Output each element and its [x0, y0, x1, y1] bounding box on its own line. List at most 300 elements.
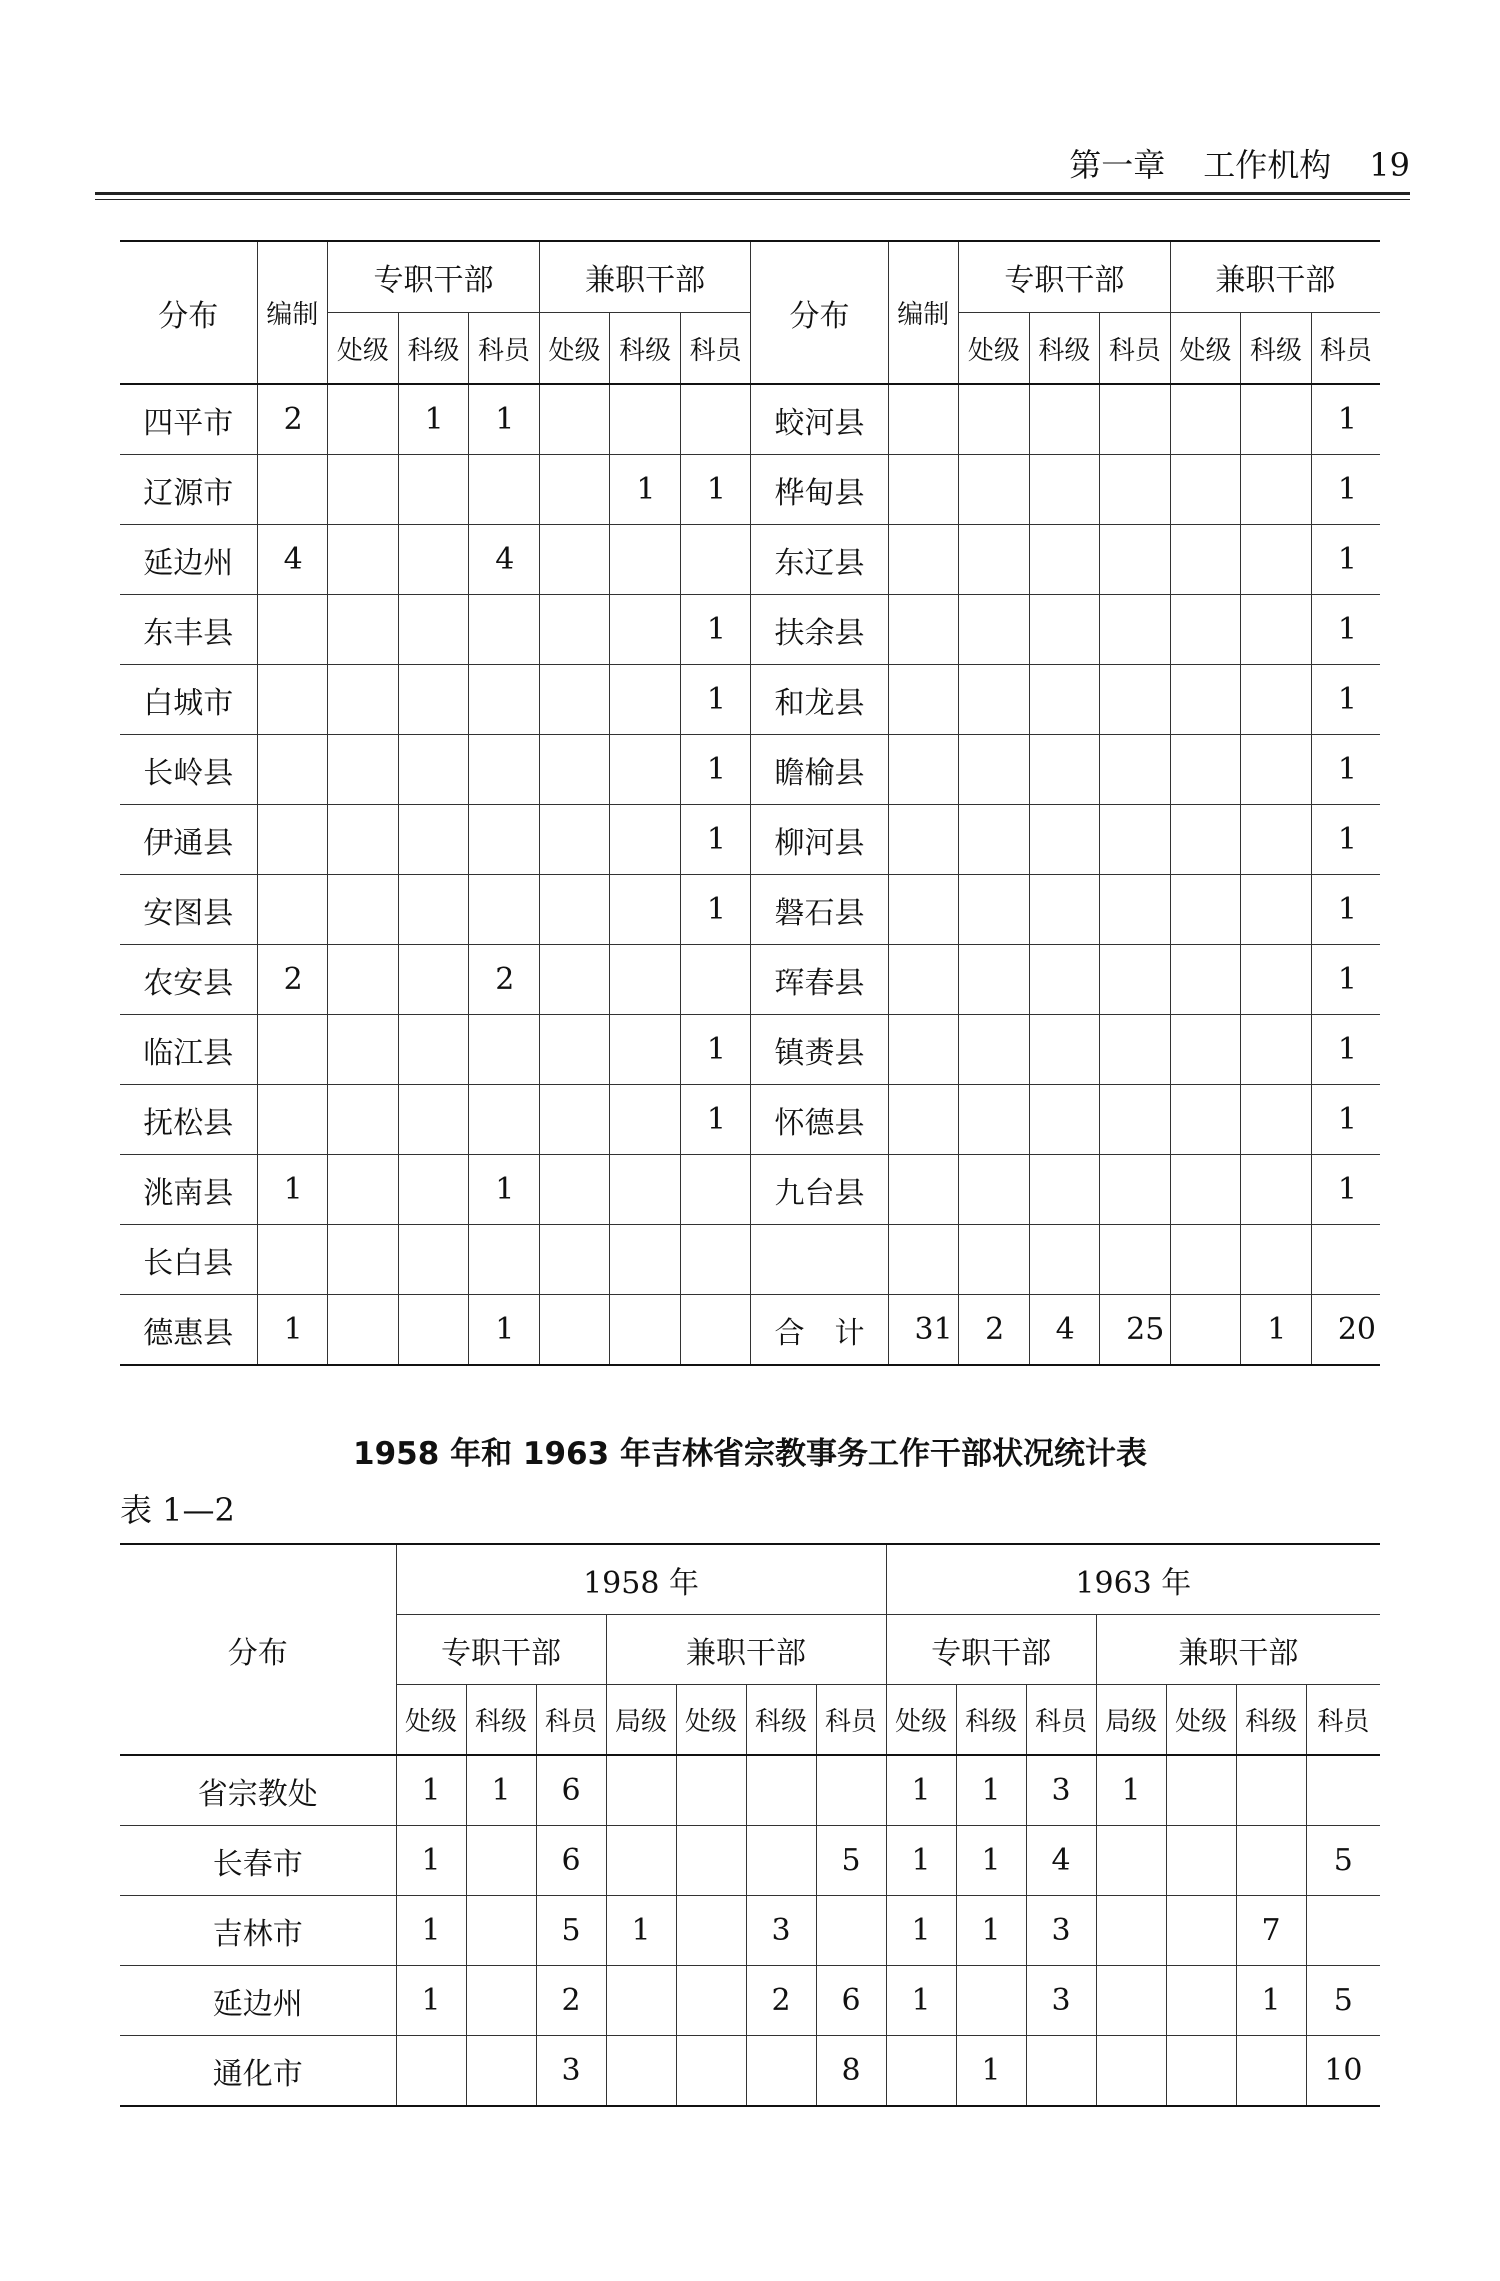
region-name: 辽源市 [120, 455, 257, 525]
cell-jz-keji [610, 1225, 681, 1295]
cell-y63 [1166, 1755, 1236, 1826]
cell-jz-keyuan: 1 [1311, 735, 1380, 805]
cell-zz-chuji [959, 945, 1030, 1015]
col-header-fulltime: 专职干部 [396, 1615, 606, 1685]
cell-jz-chuji [539, 1015, 610, 1085]
cell-y58: 5 [816, 1826, 886, 1896]
cell-zz-keji [398, 875, 469, 945]
table-row [120, 1155, 1380, 1225]
region-name: 东丰县 [120, 595, 257, 665]
cell-zz-chuji [328, 735, 399, 805]
cell-jz-keyuan [680, 525, 751, 595]
cell-jz-keji [610, 1085, 681, 1155]
cell-jz-keji [1241, 945, 1312, 1015]
cell-zz-chuji [328, 595, 399, 665]
col-header-section: 科级 [466, 1685, 536, 1756]
region-name: 扶余县 [751, 595, 888, 665]
col-header-staff: 科员 [1311, 313, 1380, 385]
cell-bianzhi [888, 595, 959, 665]
chapter-label: 第一章 [1069, 146, 1166, 184]
table-row [120, 455, 1380, 525]
cell-y58 [746, 1755, 816, 1826]
cell-y63 [1306, 1755, 1380, 1826]
cell-zz-keji [1029, 1155, 1100, 1225]
cell-y63 [1096, 2036, 1166, 2107]
cell-zz-chuji [959, 735, 1030, 805]
cell-zz-chuji [328, 665, 399, 735]
cell-bianzhi [888, 384, 959, 455]
col-header-division: 处级 [959, 313, 1030, 385]
region-name: 和龙县 [751, 665, 888, 735]
cell-jz-keji [1241, 1085, 1312, 1155]
cell-jz-keyuan: 1 [680, 455, 751, 525]
cell-jz-chuji [539, 735, 610, 805]
cell-zz-keyuan [1100, 525, 1171, 595]
cell-zz-chuji [959, 1155, 1030, 1225]
cell-zz-keji [1029, 384, 1100, 455]
table-row [120, 805, 1380, 875]
cell-jz-keyuan: 1 [680, 1085, 751, 1155]
region-name [751, 1225, 888, 1295]
cell-y63: 1 [956, 2036, 1026, 2107]
cell-bianzhi [888, 455, 959, 525]
cell-y58: 1 [606, 1896, 676, 1966]
cell-zz-keji [398, 945, 469, 1015]
table-row [120, 665, 1380, 735]
region-name: 省宗教处 [120, 1755, 396, 1826]
cell-bianzhi [257, 665, 328, 735]
cell-zz-keyuan [469, 805, 540, 875]
cell-zz-keyuan [1100, 455, 1171, 525]
table-row [120, 1755, 1380, 1826]
cell-y58 [676, 2036, 746, 2107]
cell-zz-keji [1029, 665, 1100, 735]
cell-jz-chuji [1170, 1155, 1241, 1225]
cell-jz-keyuan: 1 [1311, 945, 1380, 1015]
cell-y63 [1096, 1896, 1166, 1966]
cell-zz-keji [1029, 1015, 1100, 1085]
col-header-year-1963: 1963 年 [886, 1544, 1380, 1615]
cell-bianzhi [888, 1155, 959, 1225]
cell-y63 [1306, 1896, 1380, 1966]
region-name: 东辽县 [751, 525, 888, 595]
page-header [95, 140, 1410, 190]
cell-y58: 1 [396, 1896, 466, 1966]
cell-zz-keyuan [1100, 1225, 1171, 1295]
cell-jz-chuji [539, 875, 610, 945]
cell-y63 [1236, 1826, 1306, 1896]
cell-jz-keyuan [680, 945, 751, 1015]
cell-zz-keyuan [469, 1085, 540, 1155]
cell-bianzhi [257, 875, 328, 945]
region-name: 镇赉县 [751, 1015, 888, 1085]
region-name: 白城市 [120, 665, 257, 735]
col-header-staff: 科员 [1026, 1685, 1096, 1756]
table-row [120, 1015, 1380, 1085]
col-header-bureau: 局级 [606, 1685, 676, 1756]
region-name: 安图县 [120, 875, 257, 945]
cell-bianzhi [888, 1015, 959, 1085]
col-header-fulltime: 专职干部 [959, 241, 1171, 313]
cell-y58 [676, 1755, 746, 1826]
col-header-distribution: 分布 [120, 241, 257, 384]
cell-jz-keji [1241, 1155, 1312, 1225]
cell-y63 [1096, 1966, 1166, 2036]
cell-zz-keji [1029, 945, 1100, 1015]
cell-y63: 3 [1026, 1755, 1096, 1826]
cell-y63: 3 [1026, 1896, 1096, 1966]
col-header-parttime: 兼职干部 [1096, 1615, 1380, 1685]
cell-zz-chuji [959, 1085, 1030, 1155]
table-row [120, 384, 1380, 455]
cell-jz-keji [1241, 595, 1312, 665]
cell-y58: 3 [536, 2036, 606, 2107]
cell-y58: 1 [396, 1755, 466, 1826]
cell-y58: 2 [746, 1966, 816, 2036]
cell-jz-keyuan: 1 [680, 735, 751, 805]
cell-zz-keji [398, 805, 469, 875]
col-header-staff: 科员 [816, 1685, 886, 1756]
cell-jz-keji: 1 [610, 455, 681, 525]
region-name: 四平市 [120, 384, 257, 455]
cell-y58 [746, 1826, 816, 1896]
cell-bianzhi [888, 875, 959, 945]
cell-jz-keyuan: 1 [680, 875, 751, 945]
cell-jz-keji [1241, 735, 1312, 805]
table-row [120, 2036, 1380, 2107]
cell-jz-keji [610, 805, 681, 875]
region-name: 桦甸县 [751, 455, 888, 525]
table-label: 表 1—2 [120, 1491, 235, 1529]
cell-zz-keyuan [469, 875, 540, 945]
cell-zz-keyuan: 25 [1100, 1295, 1171, 1366]
cell-y58 [606, 1966, 676, 2036]
col-header-division: 处级 [1166, 1685, 1236, 1756]
cell-y63: 1 [956, 1826, 1026, 1896]
region-name: 长白县 [120, 1225, 257, 1295]
cell-zz-keyuan: 2 [469, 945, 540, 1015]
cell-bianzhi [257, 1015, 328, 1085]
cell-jz-keji: 1 [1241, 1295, 1312, 1366]
col-header-division: 处级 [539, 313, 610, 385]
col-header-staff: 科员 [1100, 313, 1171, 385]
cell-y63 [1166, 1896, 1236, 1966]
cell-jz-chuji [539, 595, 610, 665]
cell-jz-keyuan: 1 [680, 595, 751, 665]
cell-zz-keji [1029, 875, 1100, 945]
cell-bianzhi [257, 1225, 328, 1295]
cell-zz-keji [1029, 1225, 1100, 1295]
cell-y63 [1026, 2036, 1096, 2107]
cell-zz-keji [398, 735, 469, 805]
cell-zz-keyuan [1100, 1085, 1171, 1155]
cell-y58 [396, 2036, 466, 2107]
cell-jz-keyuan: 20 [1311, 1295, 1380, 1366]
col-header-staff: 科员 [536, 1685, 606, 1756]
col-header-fulltime: 专职干部 [886, 1615, 1096, 1685]
cell-jz-chuji [539, 455, 610, 525]
cell-zz-keyuan [1100, 805, 1171, 875]
cell-zz-keyuan [469, 1225, 540, 1295]
cell-bianzhi: 31 [888, 1295, 959, 1366]
cell-zz-chuji [959, 665, 1030, 735]
table-caption: 1958 年和 1963 年吉林省宗教事务工作干部状况统计表 [353, 1436, 1147, 1472]
page-number: 19 [1369, 146, 1410, 184]
cell-zz-keyuan [1100, 595, 1171, 665]
col-header-parttime: 兼职干部 [1170, 241, 1380, 313]
cell-y58: 5 [536, 1896, 606, 1966]
col-header-parttime: 兼职干部 [539, 241, 751, 313]
region-name: 怀德县 [751, 1085, 888, 1155]
chapter-title: 工作机构 [1203, 146, 1332, 184]
cell-jz-keji [1241, 525, 1312, 595]
region-name: 瞻榆县 [751, 735, 888, 805]
cell-y58 [816, 1755, 886, 1826]
cell-y58 [466, 2036, 536, 2107]
cell-zz-keji [1029, 525, 1100, 595]
cell-y63 [1096, 1826, 1166, 1896]
cell-jz-chuji [539, 805, 610, 875]
col-header-distribution: 分布 [751, 241, 888, 384]
cell-y58: 1 [396, 1826, 466, 1896]
cadre-statistics-table [120, 1543, 1380, 2107]
col-header-section: 科级 [956, 1685, 1026, 1756]
cell-jz-keji [610, 525, 681, 595]
region-name: 珲春县 [751, 945, 888, 1015]
cell-zz-keji [1029, 1085, 1100, 1155]
cell-zz-keyuan [1100, 384, 1171, 455]
region-name: 柳河县 [751, 805, 888, 875]
cell-bianzhi: 2 [257, 384, 328, 455]
cell-jz-chuji [1170, 525, 1241, 595]
cell-jz-keyuan [680, 1225, 751, 1295]
cell-zz-keji [398, 1225, 469, 1295]
cell-y58 [466, 1966, 536, 2036]
cell-zz-keyuan [469, 665, 540, 735]
cell-bianzhi [888, 1225, 959, 1295]
cell-zz-keji [1029, 455, 1100, 525]
region-name: 通化市 [120, 2036, 396, 2107]
cell-zz-keyuan [469, 595, 540, 665]
col-header-quota: 编制 [888, 241, 959, 384]
cell-zz-keji [398, 1155, 469, 1225]
cell-y63 [1236, 1755, 1306, 1826]
col-header-distribution: 分布 [120, 1544, 396, 1755]
cell-jz-keji [610, 1295, 681, 1366]
table-row [120, 1896, 1380, 1966]
col-header-section: 科级 [1029, 313, 1100, 385]
table-row [120, 525, 1380, 595]
col-header-section: 科级 [1236, 1685, 1306, 1756]
cell-zz-chuji [959, 1015, 1030, 1085]
cell-y63: 10 [1306, 2036, 1380, 2107]
table-row [120, 595, 1380, 665]
region-name: 德惠县 [120, 1295, 257, 1366]
cell-bianzhi: 1 [257, 1155, 328, 1225]
col-header-division: 处级 [1170, 313, 1241, 385]
cell-jz-keji [1241, 384, 1312, 455]
cell-jz-chuji [539, 384, 610, 455]
cell-y58 [466, 1896, 536, 1966]
cell-zz-chuji [328, 1085, 399, 1155]
cell-zz-chuji [328, 525, 399, 595]
cell-y63: 1 [956, 1896, 1026, 1966]
cell-jz-keyuan: 1 [1311, 455, 1380, 525]
cell-y58 [676, 1826, 746, 1896]
cell-jz-keji [610, 735, 681, 805]
cell-jz-keyuan: 1 [1311, 595, 1380, 665]
cell-y63: 1 [886, 1966, 956, 2036]
header-rule-thick [95, 192, 1410, 195]
col-header-staff: 科员 [469, 313, 540, 385]
cell-jz-chuji [1170, 595, 1241, 665]
cell-jz-chuji [1170, 455, 1241, 525]
cell-zz-keji [398, 525, 469, 595]
cell-zz-keyuan [1100, 875, 1171, 945]
cell-jz-chuji [539, 1085, 610, 1155]
cell-y58: 1 [466, 1755, 536, 1826]
region-name: 洮南县 [120, 1155, 257, 1225]
cell-bianzhi: 4 [257, 525, 328, 595]
cell-zz-chuji: 2 [959, 1295, 1030, 1366]
cell-zz-chuji [959, 1225, 1030, 1295]
cell-jz-chuji [1170, 1225, 1241, 1295]
cell-zz-chuji [328, 1155, 399, 1225]
cell-jz-chuji [1170, 1295, 1241, 1366]
cell-jz-keyuan: 1 [680, 1015, 751, 1085]
cell-y58: 8 [816, 2036, 886, 2107]
cell-y63: 1 [1096, 1755, 1166, 1826]
cell-jz-keji [1241, 665, 1312, 735]
table-row [120, 1966, 1380, 2036]
cell-y63: 1 [886, 1755, 956, 1826]
col-header-section: 科级 [746, 1685, 816, 1756]
cell-jz-chuji [1170, 1015, 1241, 1085]
table-row [120, 1826, 1380, 1896]
cell-zz-keyuan: 1 [469, 384, 540, 455]
cell-zz-keji [398, 665, 469, 735]
col-header-division: 处级 [328, 313, 399, 385]
region-name: 延边州 [120, 525, 257, 595]
cell-y58: 3 [746, 1896, 816, 1966]
cell-jz-keji [1241, 875, 1312, 945]
table-row [120, 735, 1380, 805]
cell-y58 [676, 1896, 746, 1966]
cell-jz-chuji [1170, 735, 1241, 805]
cell-jz-keyuan: 1 [680, 665, 751, 735]
cell-y58 [606, 2036, 676, 2107]
cell-zz-chuji [959, 525, 1030, 595]
cell-jz-keji [610, 875, 681, 945]
cell-bianzhi [888, 1085, 959, 1155]
cell-bianzhi: 2 [257, 945, 328, 1015]
cell-jz-keyuan [680, 384, 751, 455]
cell-jz-chuji [1170, 945, 1241, 1015]
cell-y63: 1 [886, 1896, 956, 1966]
cell-jz-keyuan: 1 [1311, 384, 1380, 455]
cell-y63: 1 [956, 1755, 1026, 1826]
col-header-division: 处级 [396, 1685, 466, 1756]
col-header-year-1958: 1958 年 [396, 1544, 886, 1615]
cell-zz-keyuan [469, 1015, 540, 1085]
region-name: 长岭县 [120, 735, 257, 805]
cell-y58: 2 [536, 1966, 606, 2036]
cell-bianzhi [888, 945, 959, 1015]
cell-zz-keji [1029, 735, 1100, 805]
cell-y58 [816, 1896, 886, 1966]
cell-zz-chuji [328, 945, 399, 1015]
cell-y63: 5 [1306, 1826, 1380, 1896]
cell-jz-chuji [539, 665, 610, 735]
cell-y63 [1236, 2036, 1306, 2107]
col-header-division: 处级 [886, 1685, 956, 1756]
col-header-section: 科级 [1241, 313, 1312, 385]
cell-zz-keyuan [1100, 945, 1171, 1015]
cell-y58: 6 [536, 1826, 606, 1896]
cell-y63: 1 [1236, 1966, 1306, 2036]
cell-bianzhi [888, 525, 959, 595]
cell-zz-chuji [328, 875, 399, 945]
cell-jz-keyuan [680, 1155, 751, 1225]
cell-y63: 5 [1306, 1966, 1380, 2036]
cell-jz-keyuan: 1 [1311, 1015, 1380, 1085]
col-header-division: 处级 [676, 1685, 746, 1756]
cell-zz-chuji [959, 805, 1030, 875]
cell-jz-keji [610, 384, 681, 455]
cell-y58: 6 [536, 1755, 606, 1826]
cell-y63: 3 [1026, 1966, 1096, 2036]
cell-jz-keyuan: 1 [680, 805, 751, 875]
cell-zz-chuji [959, 384, 1030, 455]
region-name: 合 计 [751, 1295, 888, 1366]
cell-jz-chuji [539, 1225, 610, 1295]
cell-zz-keji [398, 455, 469, 525]
cell-bianzhi [888, 665, 959, 735]
region-name: 吉林市 [120, 1896, 396, 1966]
cell-bianzhi [888, 735, 959, 805]
region-name: 抚松县 [120, 1085, 257, 1155]
cell-y58 [466, 1826, 536, 1896]
table-row [120, 945, 1380, 1015]
cell-jz-keyuan: 1 [1311, 805, 1380, 875]
header-rule-thin [95, 199, 1410, 200]
cell-zz-chuji [328, 1015, 399, 1085]
cell-jz-keji [610, 595, 681, 665]
col-header-staff: 科员 [680, 313, 751, 385]
cell-zz-chuji [328, 805, 399, 875]
cell-jz-chuji [1170, 1085, 1241, 1155]
table-row [120, 1085, 1380, 1155]
cell-y63 [1166, 2036, 1236, 2107]
staffing-table [120, 240, 1380, 1366]
cell-y63: 4 [1026, 1826, 1096, 1896]
col-header-section: 科级 [398, 313, 469, 385]
cell-zz-keji [1029, 805, 1100, 875]
cell-bianzhi [257, 735, 328, 805]
cell-zz-chuji [328, 455, 399, 525]
region-name: 九台县 [751, 1155, 888, 1225]
cell-jz-keyuan [680, 1295, 751, 1366]
cell-zz-keyuan [1100, 1155, 1171, 1225]
cell-y63: 1 [886, 1826, 956, 1896]
cell-y63 [956, 1966, 1026, 2036]
cell-y63: 7 [1236, 1896, 1306, 1966]
cell-jz-chuji [539, 1295, 610, 1366]
region-name: 磐石县 [751, 875, 888, 945]
col-header-parttime: 兼职干部 [606, 1615, 886, 1685]
cell-jz-keji [610, 665, 681, 735]
cell-jz-chuji [539, 1155, 610, 1225]
